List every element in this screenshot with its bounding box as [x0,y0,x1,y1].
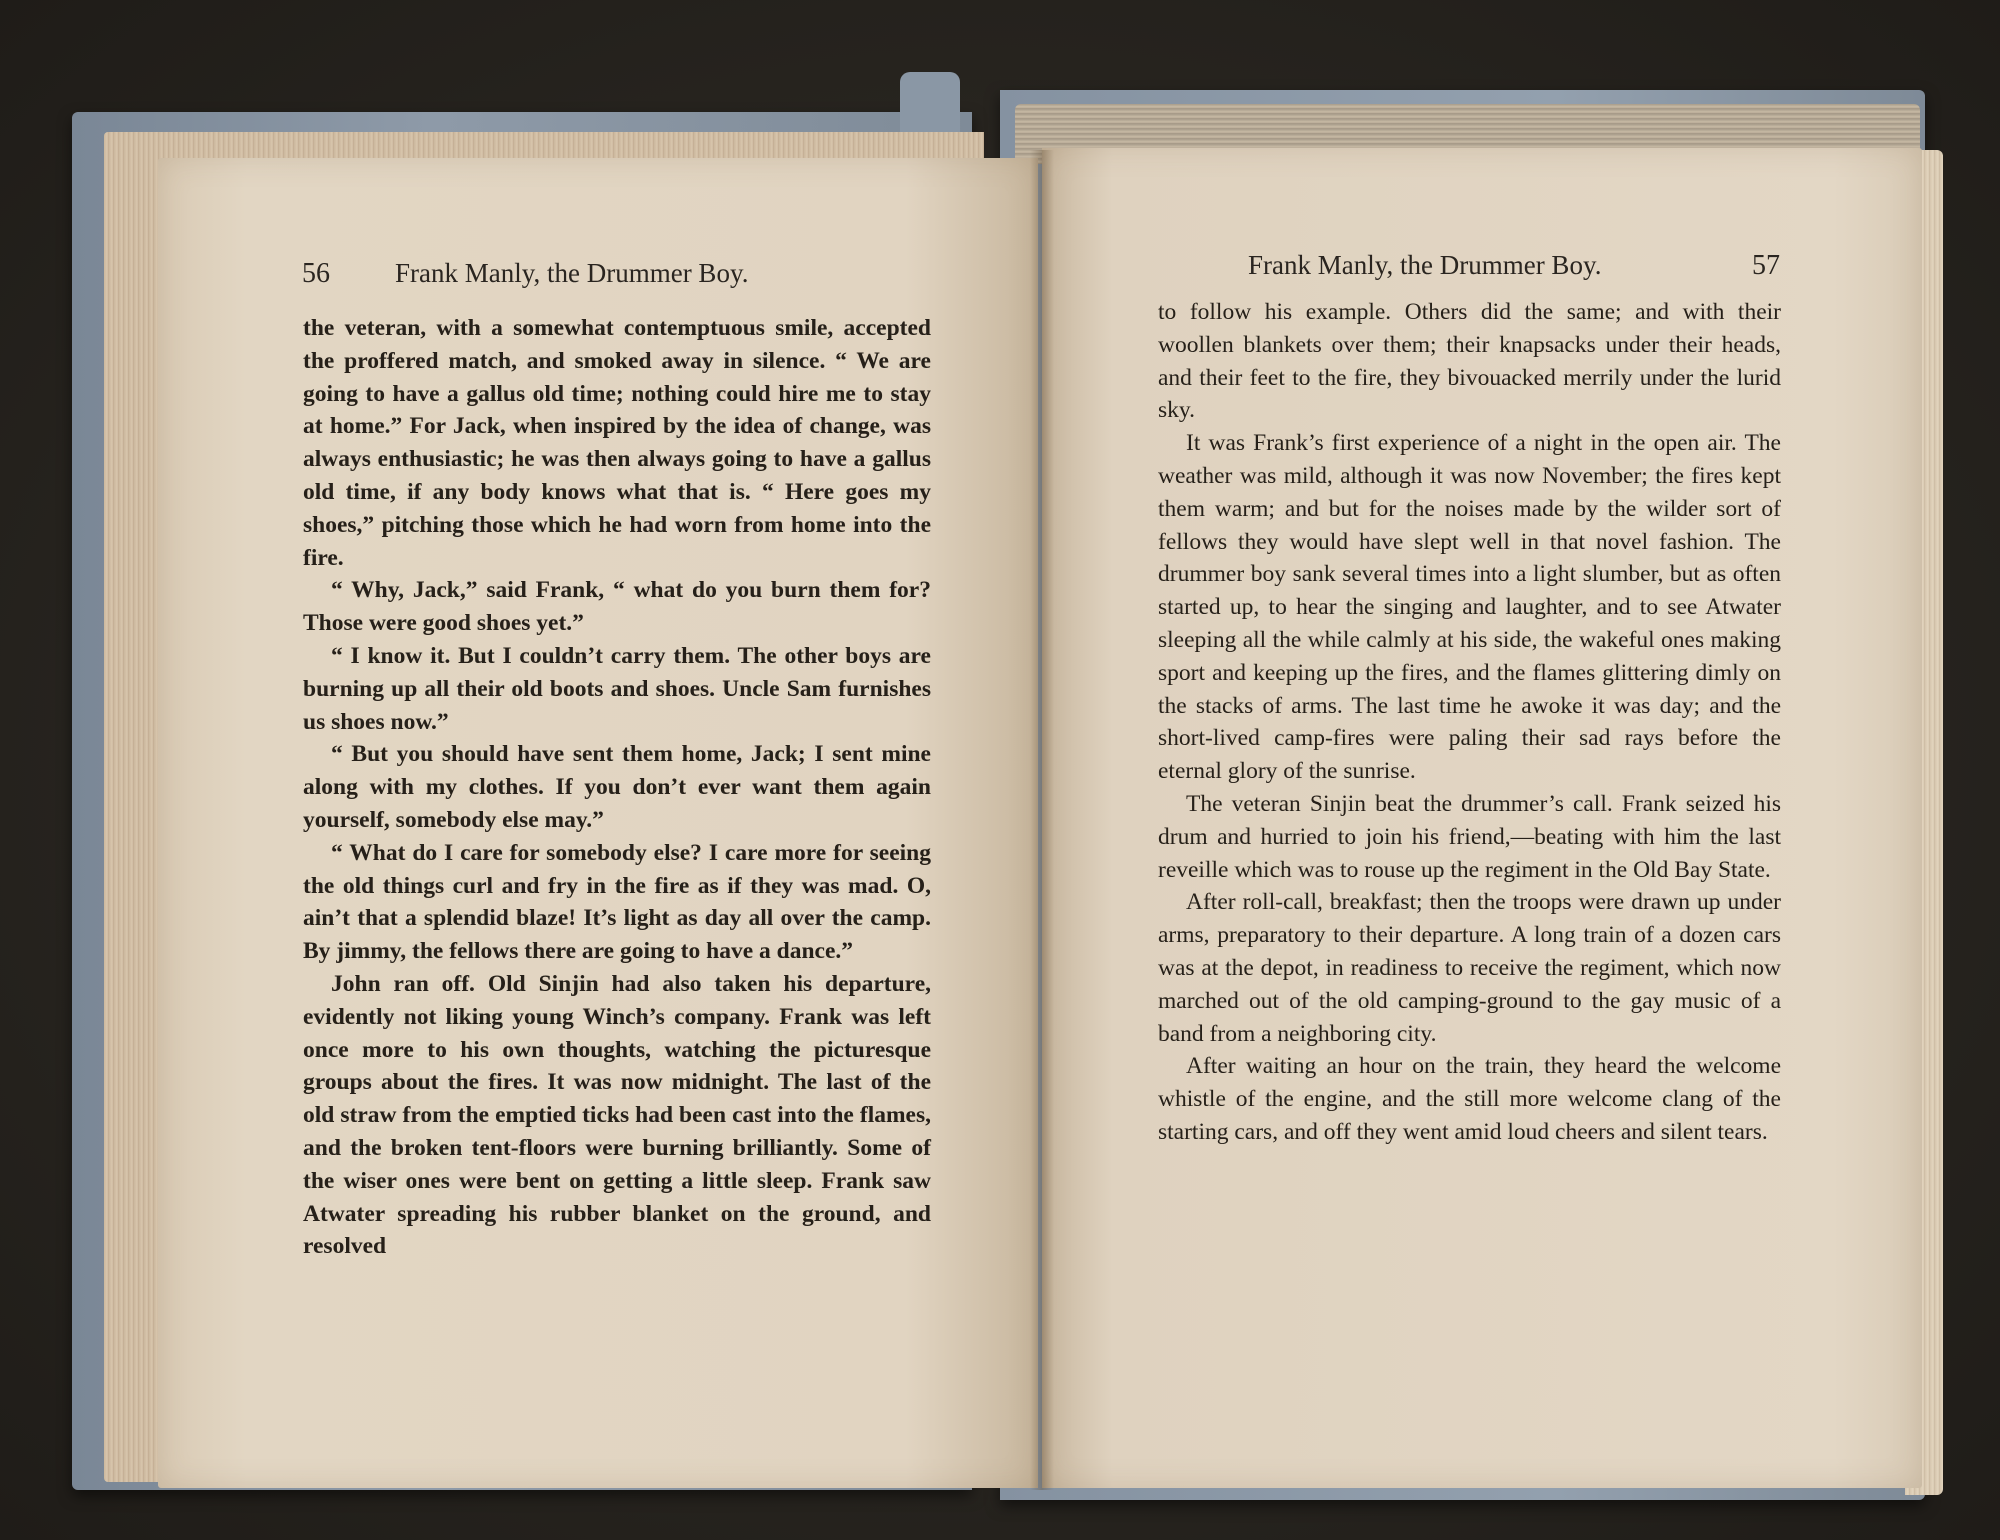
left-paragraph-2: “ Why, Jack,” said Frank, “ what do you burn them for? Those were good shoes yet.” [303,577,931,637]
right-running-title: Frank Manly, the Drummer Boy. [1248,250,1602,280]
right-paragraph-1: to follow his example. Others did the same; and with their woollen blankets over them; their knapsacks under their heads, and their feet to the fire, they bivouacked merrily under the lurid sky. [1158,299,1781,424]
left-page-number: 56 [302,258,330,289]
left-paragraph-6: John ran off. Old Sinjin had also taken his departure, evidently not liking young Winch’s company. Frank was left once more to his own thoughts, watching the picturesque groups about the fires. It was now midnight. The last of the old straw from the emptied ticks had been cast into the flames, and the broken tent-floors were burning brilliantly. Some of the wiser ones were bent on getting a little sleep. Frank saw Atwater spreading his rubber blanket on the ground, and resolved [303,970,931,1260]
left-paragraph-4: “ But you should have sent them home, Jack; I sent mine along with my clothes. If you don’t ever want them again yourself, somebody else may.” [303,741,931,833]
left-running-title: Frank Manly, the Drummer Boy. [395,258,749,288]
left-paragraph-1: the veteran, with a somewhat contemptuous smile, accepted the proffered match, and smoked away in silence. “ We are going to have a gallus old time; nothing could hire me to stay at home.” For Jack, when inspired by the idea of change, was always enthusiastic; he was then always going to have a gallus old time, if any body knows what that is. “ Here goes my shoes,” pitching those which he had worn from home into the fire. [303,315,931,571]
right-paragraph-5: After waiting an hour on the train, they heard the welcome whistle of the engine, and the still more welcome clang of the starting cars, and off they went amid loud cheers and silent tears. [1158,1053,1781,1145]
right-page-number: 57 [1752,250,1780,281]
right-paragraph-4: After roll-call, breakfast; then the troops were drawn up under arms, preparatory to their departure. A long train of a dozen cars was at the depot, in readiness to receive the regiment, which now marched out of the old camping-ground to the gay music of a band from a neighboring city. [1158,889,1781,1047]
left-paragraph-5: “ What do I care for somebody else? I care more for seeing the old things curl and fry in the fire as if they was mad. O, ain’t that a splendid blaze! It’s light as day all over the camp. By jimmy, the fellows there are going to have a dance.” [303,839,931,965]
left-page-body [303,312,931,1263]
book-spine-top [900,72,960,132]
left-paragraph-3: “ I know it. But I couldn’t carry them. The other boys are burning up all their old boots and shoes. Uncle Sam furnishes us shoes now.” [303,642,931,735]
right-paragraph-3: The veteran Sinjin beat the drummer’s call. Frank seized his drum and hurried to join his friend,—beating with him the last reveille which was to rouse up the regiment in the Old Bay State. [1158,790,1781,883]
book-gutter [1030,150,1054,1490]
right-page-body [1158,296,1781,1149]
right-paragraph-2: It was Frank’s first experience of a night in the open air. The weather was mild, although it was now November; the fires kept them warm; and but for the noises made by the wilder sort of fellows they would have slept well in that novel fashion. The drummer boy sank several times into a light slumber, but as often started up, to hear the singing and laughter, and to see Atwater sleeping all the while calmly at his side, the wakeful ones making sport and keeping up the fires, and the flames glittering dimly on the stacks of arms. The last time he awoke it was day; and the short-lived camp-fires were paling their sad rays before the eternal glory of the sunrise. [1158,430,1781,785]
